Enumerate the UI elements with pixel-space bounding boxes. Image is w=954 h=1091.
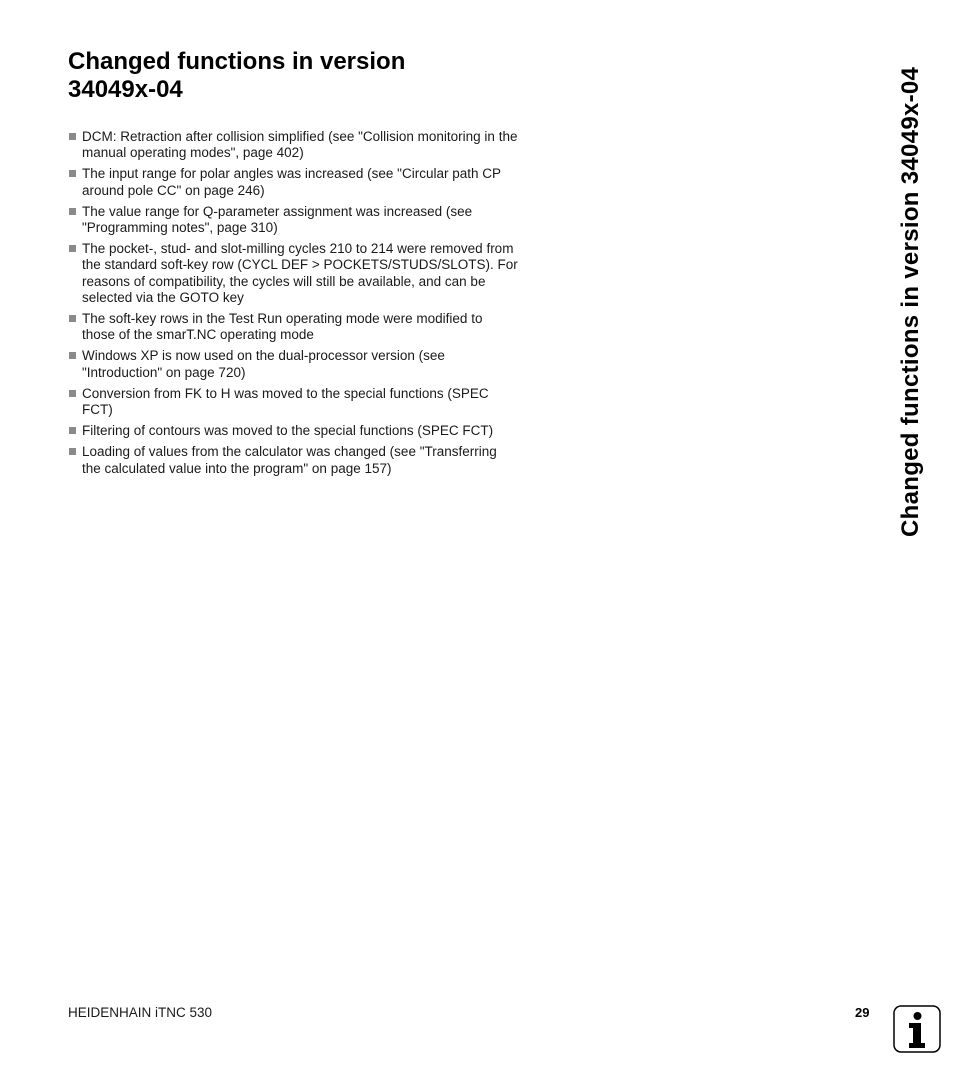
list-item [68,129,518,161]
page-title: Changed functions in version 34049x-04 [68,48,406,103]
changes-list [68,129,518,482]
square-bullet-icon [69,133,76,140]
square-bullet-icon [69,427,76,434]
list-item-text: Conversion from FK to H was moved to the special functions (SPEC FCT) [82,385,489,418]
list-item-text: The pocket-, stud- and slot-milling cycles 210 to 214 were removed from the standard soft-key row (CYCL DEF > POCKETS/STUDS/SLOTS). For reasons of compatibility, the cycles will still be available, and can be selected via the GOTO key [82,241,518,305]
list-item-text: DCM: Retraction after collision simplified (see "Collision monitoring in the manual operating modes", page 402) [82,129,518,161]
page-number: 29 [855,1005,870,1020]
list-item [68,444,518,476]
square-bullet-icon [69,448,76,455]
list-item-text: Loading of values from the calculator was changed (see "Transferring the calculated value into the program" on page 157) [82,444,497,476]
square-bullet-icon [69,390,76,397]
list-item-text: The input range for polar angles was increased (see "Circular path CP around pole CC" on page 246) [82,166,501,198]
side-chapter-title: Changed functions in version 34049x-04 [897,66,924,537]
footer-product-name: HEIDENHAIN iTNC 530 [68,1005,213,1020]
list-item [68,386,518,418]
square-bullet-icon [69,352,76,359]
list-item [68,311,518,343]
list-item [68,423,518,439]
list-item-text: Windows XP is now used on the dual-processor version (see "Introduction" on page 720) [82,348,445,380]
list-item-text: The soft-key rows in the Test Run operating mode were modified to those of the smarT.NC operating mode [82,311,483,343]
list-item [68,241,518,306]
square-bullet-icon [69,245,76,252]
list-item [68,204,518,236]
list-item [68,166,518,198]
list-item-text: The value range for Q-parameter assignment was increased (see "Programming notes", page 310) [82,203,473,236]
list-item [68,348,518,380]
list-item-text: Filtering of contours was moved to the special functions (SPEC FCT) [82,423,494,439]
square-bullet-icon [69,315,76,322]
square-bullet-icon [69,170,76,177]
info-icon [893,1005,941,1053]
square-bullet-icon [69,208,76,215]
